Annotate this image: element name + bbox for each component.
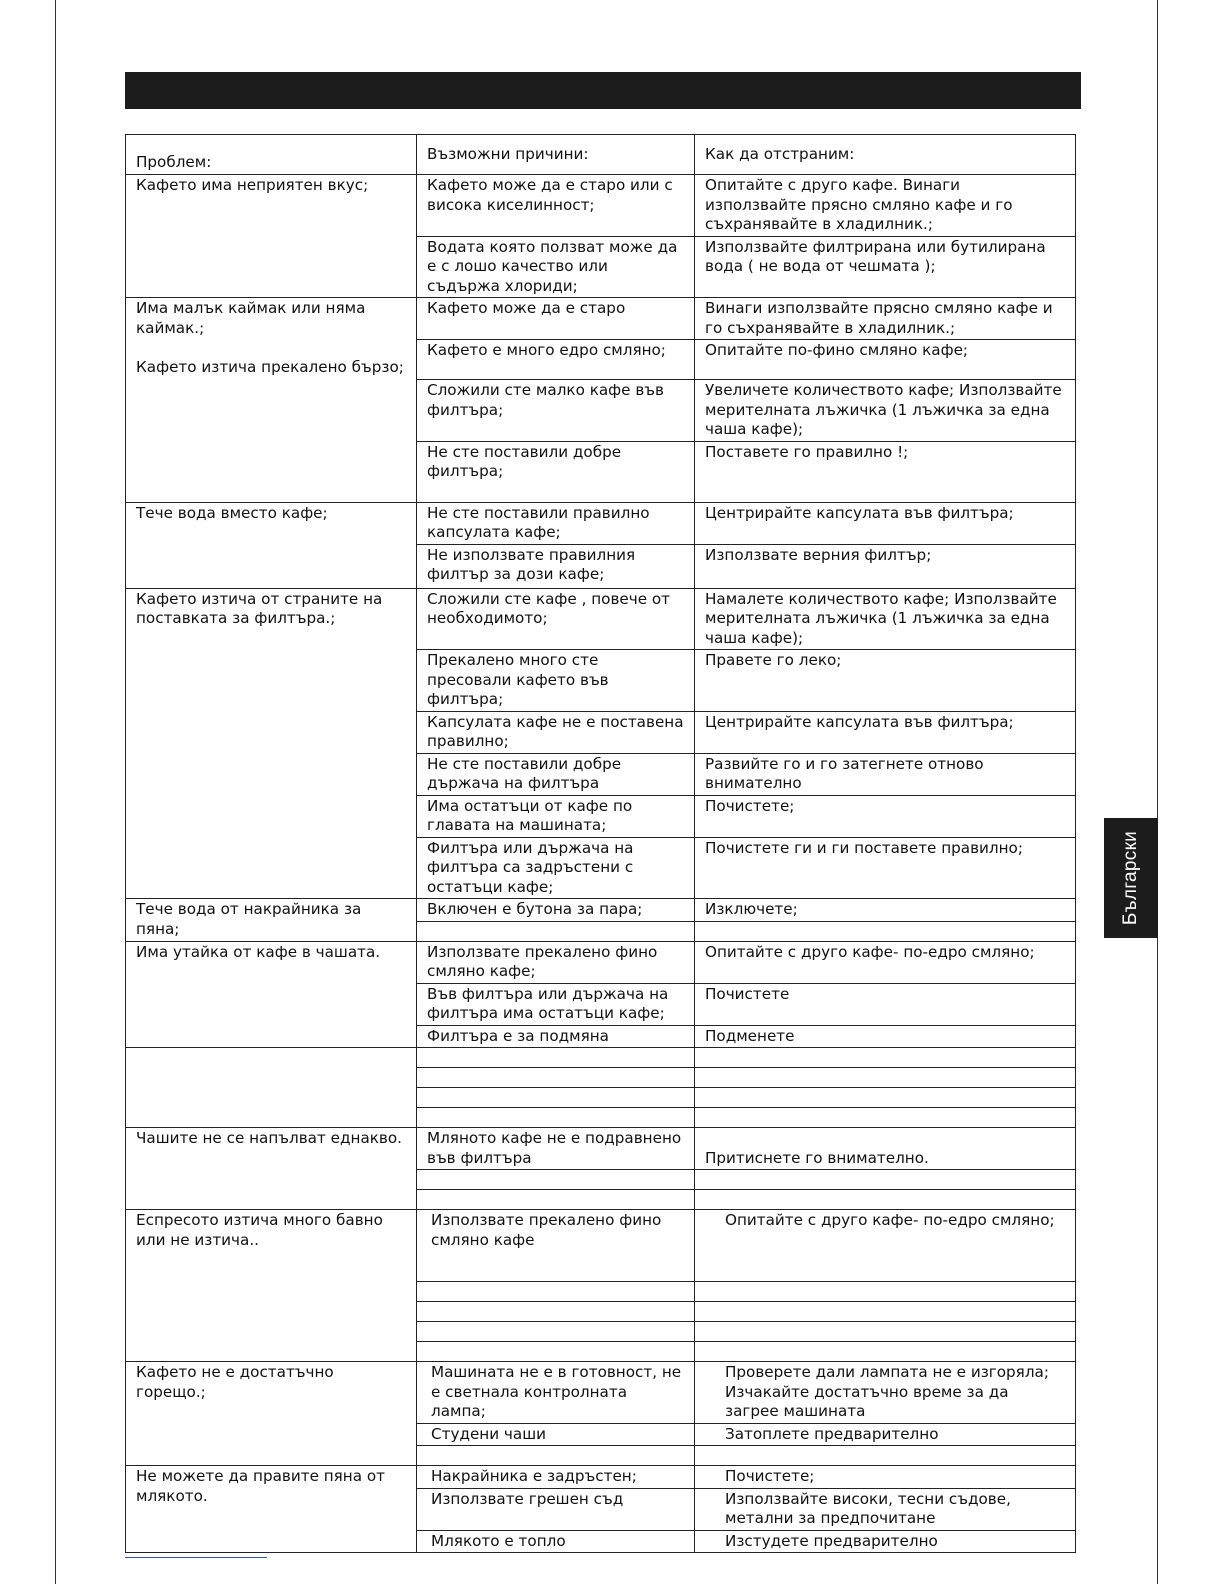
empty-cell	[417, 921, 695, 941]
cause-cell: Не сте поставили добре държача на филтъра	[417, 753, 695, 795]
empty-cell	[695, 1282, 1076, 1302]
empty-cell	[695, 1322, 1076, 1342]
solution-cell: Почистете	[695, 983, 1076, 1025]
cause-cell: Не използвате правилния филтър за дози кафе;	[417, 544, 695, 588]
solution-cell: Използвайте филтрирана или бутилирана вода ( не вода от чешмата );	[695, 236, 1076, 298]
empty-cell	[695, 1302, 1076, 1322]
cause-cell: Във филтъра или държача на филтъра има остатъци кафе;	[417, 983, 695, 1025]
cause-cell: Кафето е много едро смляно;	[417, 340, 695, 380]
cause-cell: Прекалено много сте пресовали кафето във филтъра;	[417, 650, 695, 712]
cause-cell: Кафето може да е старо	[417, 298, 695, 340]
language-tab-label: Български	[1120, 830, 1142, 926]
empty-cell	[695, 1342, 1076, 1362]
table-row	[126, 502, 1076, 544]
solution-cell: Подменете	[695, 1025, 1076, 1048]
problem-cell: Еспресото изтича много бавно или не изтича..	[126, 1210, 417, 1362]
footer-divider	[125, 1557, 267, 1558]
empty-cell	[417, 1048, 695, 1068]
cause-cell: Не сте поставили правилно капсулата кафе;	[417, 502, 695, 544]
solution-cell: Почистете;	[695, 795, 1076, 837]
problem-cell: Има малък каймак или няма каймак.; Кафето изтича прекалено бързо;	[126, 298, 417, 503]
empty-cell	[417, 1108, 695, 1128]
solution-cell: Притиснете го внимателно.	[695, 1128, 1076, 1170]
cause-cell: Машината не е в готовност, не е светнала контролната лампа;	[417, 1362, 695, 1424]
troubleshooting-table	[125, 134, 1076, 1553]
cause-cell: Сложили сте малко кафе във филтъра;	[417, 380, 695, 442]
table-row	[126, 175, 1076, 237]
solution-cell: Центрирайте капсулата във филтъра;	[695, 711, 1076, 753]
solution-cell: Изстудете предварително	[695, 1530, 1076, 1553]
solution-cell: Правете го леко;	[695, 650, 1076, 712]
problem-cell: Тече вода от накрайника за пяна;	[126, 899, 417, 942]
cause-cell: Студени чаши	[417, 1423, 695, 1446]
cause-cell: Сложили сте кафе , повече от необходимото;	[417, 588, 695, 650]
cause-cell: Накрайника е задръстен;	[417, 1466, 695, 1489]
empty-cell	[126, 1048, 417, 1128]
solution-cell: Опитайте с друго кафе. Винаги използвайте прясно смляно кафе и го съхранявайте в хладилник.;	[695, 175, 1076, 237]
problem-cell: Тече вода вместо кафе;	[126, 502, 417, 588]
empty-cell	[417, 1302, 695, 1322]
language-tab	[1104, 818, 1158, 938]
problem-cell: Кафето изтича от страните на поставката за филтъра.;	[126, 588, 417, 899]
table-row	[126, 1362, 1076, 1424]
table-row	[126, 899, 1076, 922]
solution-cell: Поставете го правилно !;	[695, 441, 1076, 502]
solution-cell: Използвайте високи, тесни съдове, метални за предпочитане	[695, 1488, 1076, 1530]
cause-cell: Има остатъци от кафе по главата на машината;	[417, 795, 695, 837]
empty-cell	[695, 1170, 1076, 1190]
table-row	[126, 298, 1076, 340]
solution-cell: Опитайте с друго кафе- по-едро смляно;	[695, 1210, 1076, 1282]
table-row	[126, 1128, 1076, 1170]
cause-cell: Включен е бутона за пара;	[417, 899, 695, 922]
solution-cell: Развийте го и го затегнете отново внимателно	[695, 753, 1076, 795]
empty-cell	[417, 1170, 695, 1190]
cause-cell: Филтъра или държача на филтъра са задръстени с остатъци кафе;	[417, 837, 695, 899]
solution-cell: Намалете количеството кафе; Използвайте мерителната лъжичка (1 лъжичка за една чаша кафе);	[695, 588, 1076, 650]
table-row	[126, 1048, 1076, 1068]
header-problem: Проблем:	[126, 135, 417, 175]
cause-cell: Не сте поставили добре филтъра;	[417, 441, 695, 502]
solution-cell: Затоплете предварително	[695, 1423, 1076, 1446]
cause-cell: Използвате прекалено фино смляно кафе	[417, 1210, 695, 1282]
cause-cell: Млякото е топло	[417, 1530, 695, 1553]
cause-cell: Използвате грешен съд	[417, 1488, 695, 1530]
problem-cell: Кафето има неприятен вкус;	[126, 175, 417, 298]
problem-cell: Не можете да правите пяна от млякото.	[126, 1466, 417, 1553]
solution-cell: Почистете;	[695, 1466, 1076, 1489]
header-bar	[125, 72, 1081, 109]
solution-cell: Опитайте по-фино смляно кафе;	[695, 340, 1076, 380]
empty-cell	[417, 1088, 695, 1108]
solution-cell: Увеличете количеството кафе; Използвайте мерителната лъжичка (1 лъжичка за една чаша кафе);	[695, 380, 1076, 442]
header-solutions: Как да отстраним:	[695, 135, 1076, 175]
empty-cell	[695, 1108, 1076, 1128]
cause-cell: Използвате прекалено фино смляно кафе;	[417, 941, 695, 983]
empty-cell	[417, 1446, 695, 1466]
empty-cell	[417, 1282, 695, 1302]
empty-cell	[695, 1068, 1076, 1088]
cause-cell: Мляното кафе не е подравнено във филтъра	[417, 1128, 695, 1170]
table-row	[126, 941, 1076, 983]
problem-cell: Има утайка от кафе в чашата.	[126, 941, 417, 1048]
problem-cell: Чашите не се напълват еднакво.	[126, 1128, 417, 1210]
solution-cell: Почистете ги и ги поставете правилно;	[695, 837, 1076, 899]
empty-cell	[417, 1342, 695, 1362]
solution-cell: Проверете дали лампата не е изгоряла; Изчакайте достатъчно време за да загрее машината	[695, 1362, 1076, 1424]
cause-cell: Водата която ползват може да е с лошо качество или съдържа хлориди;	[417, 236, 695, 298]
cause-cell: Капсулата кафе не е поставена правилно;	[417, 711, 695, 753]
solution-cell: Използвате верния филтър;	[695, 544, 1076, 588]
empty-cell	[695, 1088, 1076, 1108]
cause-cell: Кафето може да е старо или с висока киселинност;	[417, 175, 695, 237]
empty-cell	[695, 921, 1076, 941]
empty-cell	[417, 1190, 695, 1210]
cause-cell: Филтъра е за подмяна	[417, 1025, 695, 1048]
empty-cell	[695, 1446, 1076, 1466]
solution-cell: Центрирайте капсулата във филтъра;	[695, 502, 1076, 544]
table-header-row	[126, 135, 1076, 175]
solution-cell: Опитайте с друго кафе- по-едро смляно;	[695, 941, 1076, 983]
table-row	[126, 1466, 1076, 1489]
table-row	[126, 588, 1076, 650]
solution-cell: Винаги използвайте прясно смляно кафе и го съхранявайте в хладилник.;	[695, 298, 1076, 340]
header-causes: Възможни причини:	[417, 135, 695, 175]
empty-cell	[695, 1048, 1076, 1068]
table-row	[126, 1210, 1076, 1282]
solution-cell: Изключете;	[695, 899, 1076, 922]
empty-cell	[417, 1068, 695, 1088]
empty-cell	[417, 1322, 695, 1342]
empty-cell	[695, 1190, 1076, 1210]
problem-cell: Кафето не е достатъчно горещо.;	[126, 1362, 417, 1466]
